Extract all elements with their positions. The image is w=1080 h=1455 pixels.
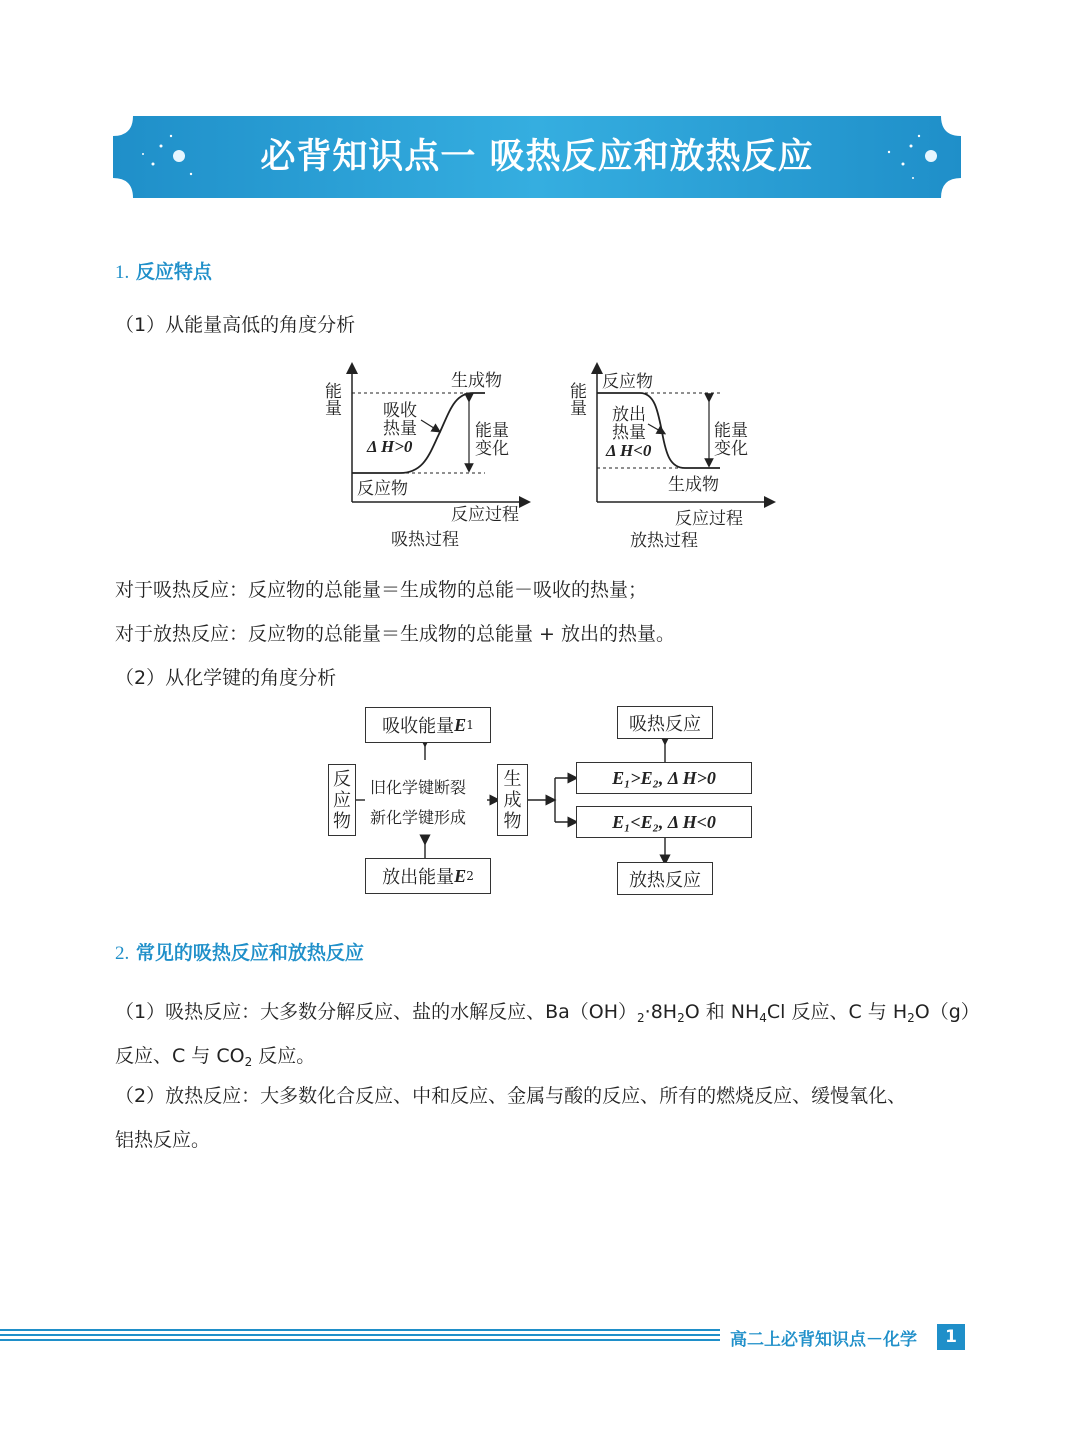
footer-rule-middle	[0, 1334, 720, 1336]
reactant-label: 反应物	[357, 479, 408, 499]
product-label: 生成物	[451, 371, 502, 391]
caption: 放热过程	[630, 531, 698, 551]
x-axis-label: 反应过程	[451, 505, 519, 525]
page-title: 必背知识点一 吸热反应和放热反应	[260, 137, 814, 177]
section-number: 1.	[115, 262, 130, 283]
form-bond-text: 新化学键形成	[370, 808, 467, 827]
x-axis-label: 反应过程	[675, 509, 743, 529]
energy-curve	[352, 393, 485, 473]
exothermic-examples-line1: （2）放热反应：大多数化合反应、中和反应、金属与酸的反应、所有的燃烧反应、缓慢氧化、	[115, 1085, 907, 1107]
y-axis-label: 能量	[566, 382, 586, 416]
release-energy-box: 放出能量 E 2	[365, 858, 491, 894]
absorb-label: 吸收	[383, 401, 417, 421]
section-title: 常见的吸热反应和放热反应	[129, 942, 364, 964]
endothermic-diagram	[321, 362, 535, 552]
release-label: 放出	[612, 405, 646, 425]
absorb-energy-box: 吸收能量 E 1	[365, 707, 491, 743]
exothermic-examples-line2: 铝热反应。	[115, 1129, 211, 1151]
section-heading-2	[115, 938, 364, 965]
product-label: 生成物	[668, 475, 719, 495]
change-label-2: 变化	[475, 439, 509, 459]
exothermic-box: 放热反应	[617, 862, 713, 895]
product-box: 生 成 物	[497, 764, 528, 836]
endothermic-examples-line2: 反应、C 与 $CO_2$ 反应。	[115, 1045, 316, 1069]
title-banner	[113, 116, 961, 198]
exothermic-relation: 对于放热反应：反应物的总能量＝生成物的总能量 + 放出的热量。	[115, 623, 676, 645]
footer-rule-top	[0, 1329, 720, 1331]
delta-h-label: Δ H>0	[367, 437, 413, 456]
footer-rule-bottom	[0, 1339, 720, 1341]
heat-label: 热量	[383, 419, 417, 439]
section-heading-1	[115, 257, 212, 284]
condition-lt-box: E₁<E₂, Δ H<0	[576, 806, 752, 838]
condition-gt-box: E₁>E₂, Δ H>0	[576, 762, 752, 794]
endothermic-examples-line1: （1）吸热反应：大多数分解反应、盐的水解反应、$Ba(OH)_2\cdot 8H_2O$ 和 $NH_4Cl$ 反应、C 与 $H_2O(g)$	[115, 1001, 980, 1025]
exothermic-diagram	[566, 362, 780, 554]
subheading-energy: （1）从能量高低的角度分析	[115, 314, 356, 336]
change-label-1: 能量	[714, 421, 748, 441]
endothermic-box: 吸热反应	[617, 706, 713, 739]
change-label-2: 变化	[714, 439, 748, 459]
change-label-1: 能量	[475, 421, 509, 441]
section-number: 2.	[115, 943, 130, 964]
heat-label: 热量	[612, 423, 646, 443]
reactant-label: 反应物	[602, 372, 653, 392]
break-bond-text: 旧化学键断裂	[370, 778, 467, 797]
section-title: 反应特点	[129, 261, 212, 283]
delta-h-label: Δ H<0	[606, 441, 652, 460]
footer-title: 高二上必背知识点－化学	[730, 1330, 917, 1350]
page-number: 1	[937, 1324, 965, 1350]
subheading-bond: （2）从化学键的角度分析	[115, 667, 337, 689]
endothermic-relation: 对于吸热反应：反应物的总能量＝生成物的总能－吸收的热量；	[115, 579, 648, 601]
y-axis-label: 能量	[321, 382, 341, 416]
caption: 吸热过程	[391, 530, 459, 550]
reactant-box: 反 应 物	[328, 764, 356, 836]
